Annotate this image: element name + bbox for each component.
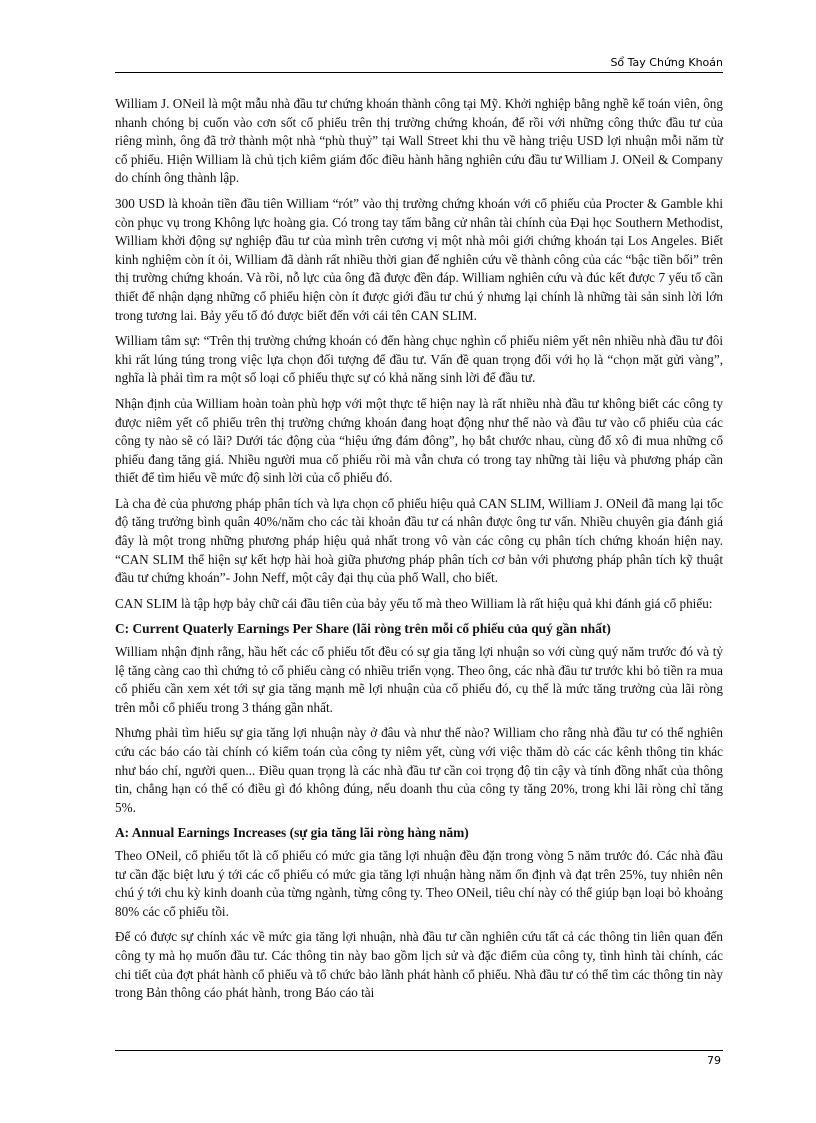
section-c-paragraph: William nhận định rằng, hầu hết các cổ phiếu tốt đều có sự gia tăng lợi nhuận so với cùng quý năm trước đó và tỷ lệ tăng càng cao thì chứng tỏ cổ phiếu càng có nhiều triển vọng. Theo ông, các nhà đầu tư trước khi bỏ tiền ra mua cổ phiếu cần xem xét tới sự gia tăng mạnh mẽ lợi nhuận của cổ phiếu đó, cụ thể là mức tăng trưởng của lãi ròng trên mỗi cổ phiếu trong 3 tháng gần nhất. (115, 644, 723, 715)
paragraph-william-quote: William tâm sự: “Trên thị trường chứng khoán có đến hàng chục nghìn cổ phiếu niêm yết nên nhiều nhà đầu tư đôi khi rất lúng túng trong việc lựa chọn đối tượng để đầu tư. Vấn đề quan trọng đối với họ là “chọn mặt gửi vàng”, nghĩa là phải tìm ra một số loại cổ phiếu thực sự có khả năng sinh lời để đầu tư. (115, 333, 723, 386)
section-heading-a: A: Annual Earnings Increases (sự gia tăng lãi ròng hàng năm) (115, 825, 469, 841)
paragraph-can-slim-father: Là cha đẻ của phương pháp phân tích và lựa chọn cổ phiếu hiệu quả CAN SLIM, William J. ONeil đã mang lại tốc độ tăng trưởng bình quân 40%/năm cho các tài khoản đầu tư cá nhân được ông tư vấn. Nhiều chuyên gia đánh giá đây là một trong những phương pháp hiệu quả nhất trong vô vàn các công cụ phân tích chứng khoán hiện nay. “CAN SLIM thể hiện sự kết hợp hài hoà giữa phương pháp phân tích cơ bản với phương pháp phân tích kỹ thuật đầu tư chứng khoán”- John Neff, một cây đại thụ của phố Wall, cho biết. (115, 495, 723, 586)
page-number: 79 (707, 1054, 721, 1067)
paragraph-can-slim-definition: CAN SLIM là tập hợp bảy chữ cái đầu tiên của bảy yếu tố mà theo William là rất hiệu quả khi đánh giá cổ phiếu: (115, 595, 713, 611)
header-divider (115, 72, 723, 73)
running-header: Sổ Tay Chứng Khoán (610, 56, 723, 69)
section-a-paragraph: Theo ONeil, cổ phiếu tốt là cổ phiếu có mức gia tăng lợi nhuận đều đặn trong vòng 5 năm trước đó. Các nhà đầu tư cần đặc biệt lưu ý tới các cổ phiếu có mức gia tăng lợi nhuận hàng năm ổn định và đạt trên 25%, tuy nhiên nên chú ý tới chu kỳ kinh doanh của từng ngành, từng công ty. Theo ONeil, tiêu chí này có thể giúp bạn loại bỏ khoảng 80% các cổ phiếu tồi. (115, 847, 723, 919)
body-text (115, 95, 723, 1010)
footer-divider (115, 1050, 723, 1051)
section-heading-c: C: Current Quaterly Earnings Per Share (lãi ròng trên mỗi cổ phiếu của quý gần nhất) (115, 621, 611, 637)
section-c-paragraph: Nhưng phải tìm hiểu sự gia tăng lợi nhuận này ở đâu và như thế nào? William cho rằng nhà đầu tư có thể nghiên cứu các báo cáo tài chính có kiểm toán của công ty niêm yết, cùng với việc thăm dò các các kênh thông tin khác như báo chí, người quen... Điều quan trọng là các nhà đầu tư cần coi trọng độ tin cậy và tính đồng nhất của thông tin, chẳng hạn có thể có điều gì đó không đúng, nếu doanh thu của công ty tăng 20%, trong khi lãi ròng chỉ tăng 5%. (115, 725, 723, 815)
section-a-paragraph: Để có được sự chính xác về mức gia tăng lợi nhuận, nhà đầu tư cần nghiên cứu tất cả các thông tin liên quan đến công ty mà họ muốn đầu tư. Các thông tin này bao gồm lịch sử và đặc điểm của công ty, tình hình tài chính, các chi tiết của đợt phát hành cổ phiếu và tổ chức bảo lãnh phát hành cổ phiếu. Nhà đầu tư có thể tìm các thông tin này trong Bản thông cáo phát hành, trong Báo cáo tài (115, 929, 723, 1001)
paragraph-crowd-effect: Nhận định của William hoàn toàn phù hợp với một thực tế hiện nay là rất nhiều nhà đầu tư không biết các công ty được niêm yết cổ phiếu trên thị trường chứng khoán đang hoạt động như thế nào và đầu tư vào cổ phiếu của các công ty nào sẽ có lãi? Dưới tác động của “hiệu ứng đám đông”, họ bắt chước nhau, cùng đổ xô đi mua những cổ phiếu đang tăng giá. Nhiều người mua cổ phiếu rồi mà vẫn chưa có trong tay những tài liệu và phương pháp cần thiết để tìm hiểu về mức độ sinh lời của cổ phiếu đó. (115, 395, 723, 486)
paragraph-first-investment: 300 USD là khoản tiền đầu tiên William “rót” vào thị trường chứng khoán với cổ phiếu của Procter & Gamble khi còn phục vụ trong Không lực hoàng gia. Có trong tay tấm bằng cử nhân tài chính của Đại học Southern Methodist, William khởi động sự nghiệp đầu tư của mình trên cương vị một nhà môi giới chứng khoán tại Los Angeles. Biết kinh nghiệm còn ít ỏi, William đã dành rất nhiều thời gian để nghiên cứu về thành công của các “bậc tiền bối” trên thị trường chứng khoán. Và rồi, nỗ lực của ông đã được đền đáp. William nghiên cứu và đúc kết được 7 yếu tố cần thiết để nhận dạng những cổ phiếu hiện còn ít được giới đầu tư chú ý nhưng lại chính là những tài sản sinh lời lớn trong tương lai. Bảy yếu tố đó được biết đến với cái tên CAN SLIM. (115, 195, 723, 323)
paragraph-intro: William J. ONeil là một mẫu nhà đầu tư chứng khoán thành công tại Mỹ. Khởi nghiệp bằng nghề kế toán viên, ông nhanh chóng bị cuốn vào cơn sốt cổ phiếu trên thị trường chứng khoán, để rồi với những công thức đầu tư của riêng mình, ông đã trở thành một nhà “phù thuỷ” tại Wall Street khi thu về hàng triệu USD lợi nhuận mỗi năm từ cổ phiếu. Hiện William là chủ tịch kiêm giám đốc điều hành hãng nghiên cứu đầu tư William J. ONeil & Company do chính ông thành lập. (115, 96, 723, 186)
